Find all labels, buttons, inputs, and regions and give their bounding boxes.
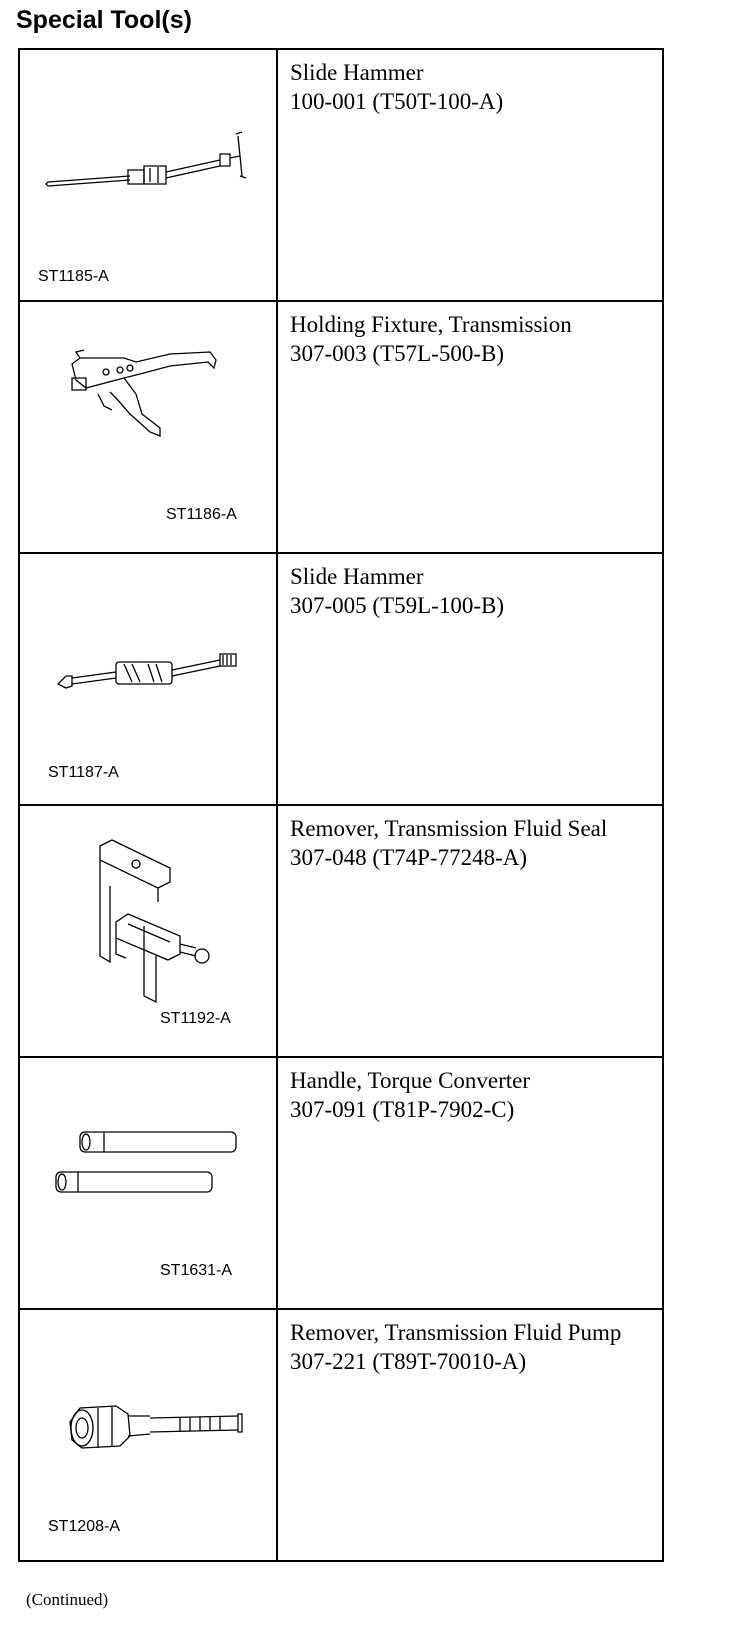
tool-name: Slide Hammer <box>290 564 424 589</box>
converter-handle-icon <box>20 1058 276 1300</box>
slide-hammer-t-handle-icon <box>20 50 276 292</box>
tool-code: ST1187-A <box>48 764 119 781</box>
tool-number: 307-221 (T89T-70010-A) <box>290 1349 527 1374</box>
tool-code: ST1208-A <box>48 1518 121 1535</box>
page-title: Special Tool(s) <box>16 6 192 34</box>
tool-code: ST1185-A <box>38 268 109 285</box>
tool-illustration-cell <box>19 553 277 805</box>
tool-name: Handle, Torque Converter <box>290 1068 531 1093</box>
tool-code: ST1192-A <box>160 1010 231 1027</box>
tool-description-cell <box>277 553 663 805</box>
tool-number: 100-001 (T50T-100-A) <box>290 89 504 114</box>
holding-fixture-icon <box>20 302 276 544</box>
tool-illustration-cell <box>19 805 277 1057</box>
tool-code: ST1631-A <box>160 1262 233 1279</box>
special-tools-table <box>18 48 664 1562</box>
tool-description-cell <box>277 1057 663 1309</box>
tool-illustration-cell <box>19 1309 277 1561</box>
tool-number: 307-003 (T57L-500-B) <box>290 341 504 366</box>
pump-remover-icon <box>20 1310 276 1552</box>
continued-note: (Continued) <box>26 1590 109 1609</box>
tool-name: Holding Fixture, Transmission <box>290 312 572 337</box>
tool-description-cell <box>277 1309 663 1561</box>
seal-remover-icon <box>20 806 276 1048</box>
tool-description-cell <box>277 49 663 301</box>
tool-number: 307-005 (T59L-100-B) <box>290 593 504 618</box>
tool-number: 307-048 (T74P-77248-A) <box>290 845 527 870</box>
tool-number: 307-091 (T81P-7902-C) <box>290 1097 515 1122</box>
tool-illustration-cell <box>19 301 277 553</box>
tool-code: ST1186-A <box>166 506 237 523</box>
tool-description-cell <box>277 301 663 553</box>
table-row <box>19 49 663 301</box>
tool-description-cell <box>277 805 663 1057</box>
tool-name: Slide Hammer <box>290 60 424 85</box>
table-row <box>19 301 663 553</box>
tool-name: Remover, Transmission Fluid Pump <box>290 1320 622 1345</box>
table-row <box>19 553 663 805</box>
tool-illustration-cell <box>19 1057 277 1309</box>
table-row <box>19 805 663 1057</box>
tool-illustration-cell <box>19 49 277 301</box>
table-row <box>19 1309 663 1561</box>
tool-name: Remover, Transmission Fluid Seal <box>290 816 608 841</box>
table-row <box>19 1057 663 1309</box>
slide-hammer-icon <box>20 554 276 796</box>
